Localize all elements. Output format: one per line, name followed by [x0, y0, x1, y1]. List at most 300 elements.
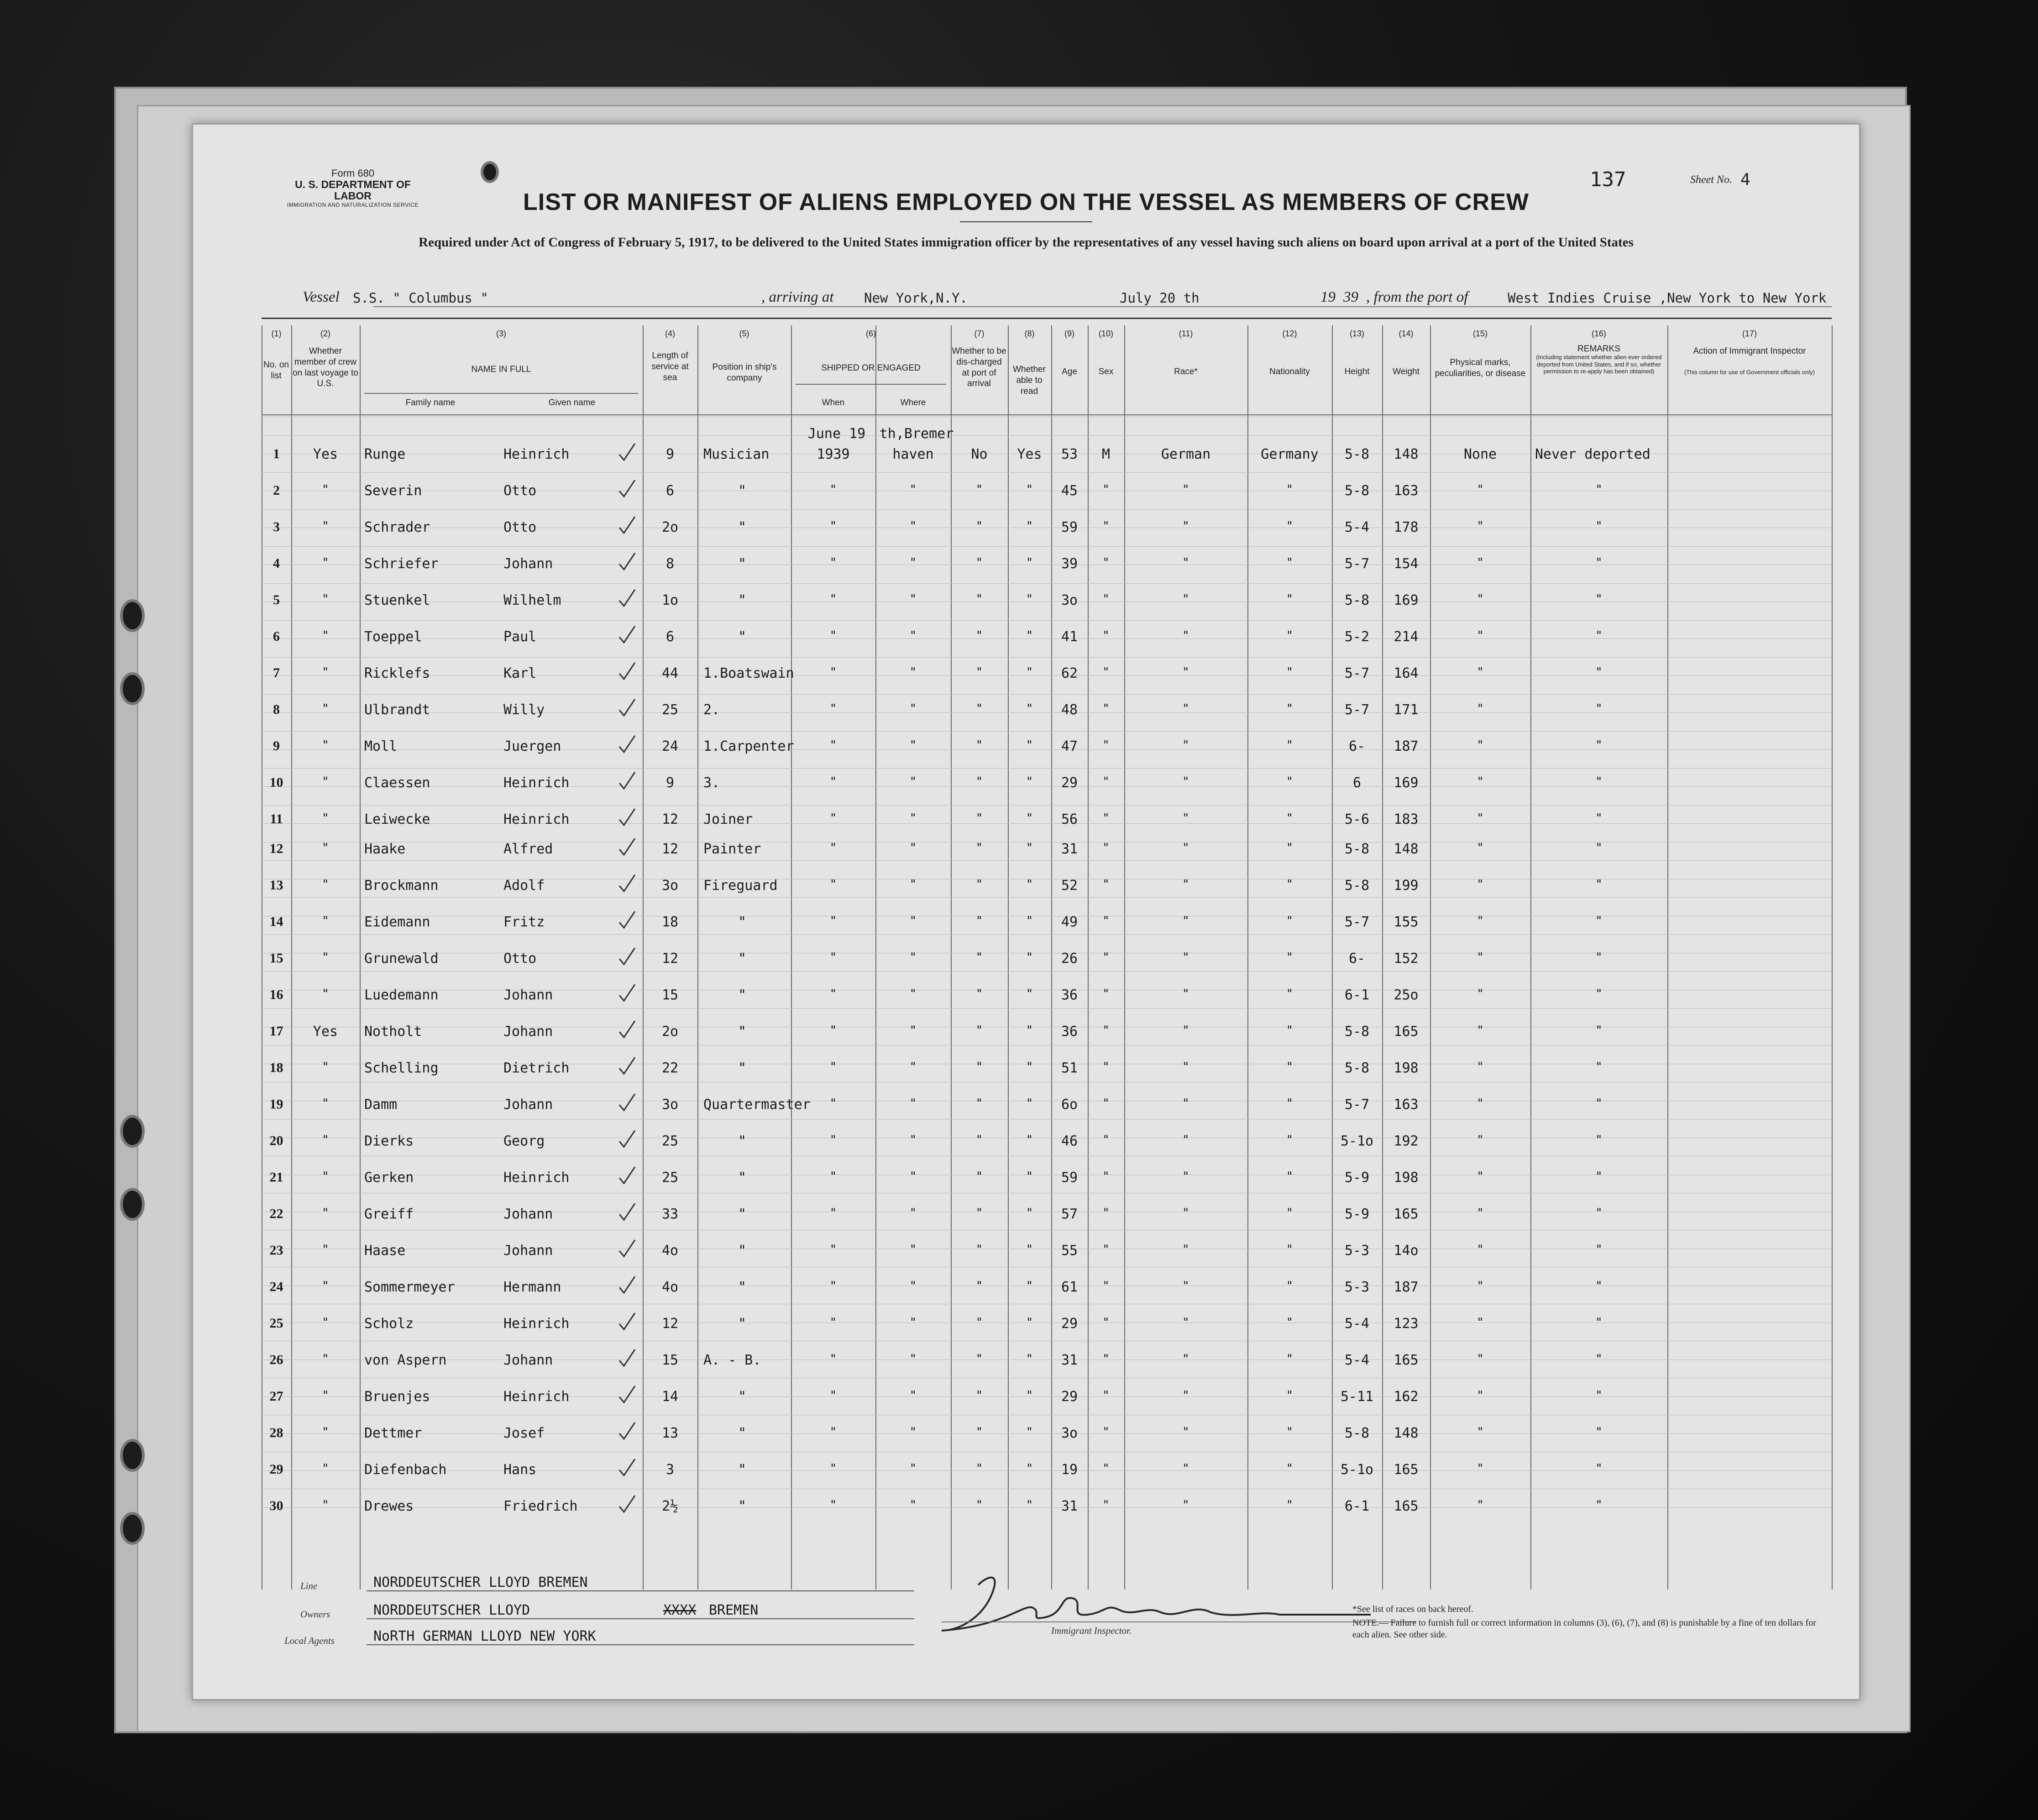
table-cell: "	[1477, 841, 1484, 855]
table-cell: Leiwecke	[364, 811, 430, 827]
table-cell: 3o	[661, 878, 679, 894]
table-cell: "	[1286, 1206, 1294, 1220]
column-number: (3)	[496, 329, 506, 338]
table-cell: 187	[1394, 1279, 1419, 1295]
table-cell: 16	[269, 987, 283, 1002]
table-cell: "	[1595, 1279, 1603, 1293]
table-cell: 5-3	[1344, 1279, 1370, 1295]
table-cell: "	[738, 1279, 747, 1295]
table-cell: "	[1286, 1462, 1294, 1475]
arrival-port: New York,N.Y.	[864, 290, 968, 306]
column-number: (14)	[1399, 329, 1414, 338]
table-cell: Hermann	[503, 1279, 561, 1295]
check-mark-icon	[618, 1056, 636, 1076]
table-cell: "	[1477, 738, 1484, 752]
form-number: Form 680	[331, 167, 375, 179]
table-cell: 44	[661, 665, 679, 681]
table-cell: "	[975, 556, 983, 570]
table-cell: 1.Carpenter	[703, 738, 794, 754]
table-cell: 29	[1061, 1316, 1078, 1332]
table-cell: 5-7	[1344, 556, 1370, 572]
table-cell: "	[909, 556, 917, 570]
table-cell: "	[738, 1060, 747, 1076]
agents-underline	[367, 1644, 914, 1645]
column-number: (15)	[1472, 329, 1488, 338]
table-cell: 33	[661, 1206, 679, 1222]
table-cell: Dierks	[364, 1133, 414, 1149]
table-cell: "	[1102, 951, 1110, 964]
table-cell: 6-	[1348, 951, 1366, 967]
table-cell: "	[1026, 1243, 1033, 1256]
table-cell: "	[1286, 665, 1294, 679]
table-cell: 5-8	[1344, 483, 1370, 499]
owners-struck: XXXX	[663, 1602, 697, 1618]
table-cell: 19	[1061, 1462, 1078, 1478]
table-cell: M	[1101, 446, 1111, 462]
table-cell: "	[975, 1279, 983, 1293]
table-cell: "	[909, 914, 917, 928]
table-cell: "	[909, 1316, 917, 1329]
table-cell: "	[1286, 1316, 1294, 1329]
table-cell: "	[1595, 519, 1603, 533]
table-cell: "	[829, 1243, 837, 1256]
table-cell: 6	[273, 629, 280, 644]
table-cell: "	[322, 1425, 329, 1439]
table-cell: 6	[665, 483, 675, 499]
table-cell: "	[1026, 987, 1033, 1001]
table-cell: 5-8	[1344, 878, 1370, 894]
table-cell: "	[1477, 1243, 1484, 1256]
table-cell: 31	[1061, 841, 1078, 857]
table-cell: "	[322, 483, 329, 497]
title-rule	[960, 221, 1092, 222]
table-cell: "	[909, 775, 917, 789]
check-mark-icon	[618, 1202, 636, 1222]
table-cell: 12	[269, 841, 283, 856]
table-cell: Paul	[503, 629, 537, 645]
table-cell: Haake	[364, 841, 406, 857]
table-cell: Moll	[364, 738, 398, 754]
table-cell: "	[322, 1389, 329, 1402]
table-cell: 3o	[1061, 592, 1078, 608]
table-cell: "	[975, 1170, 983, 1183]
table-cell: "	[975, 1243, 983, 1256]
table-cell: "	[1477, 519, 1484, 533]
check-mark-icon	[618, 661, 636, 681]
year-prefix: 19	[1320, 289, 1336, 305]
table-cell: 18	[661, 914, 679, 930]
table-cell: "	[1182, 1316, 1189, 1329]
table-cell: "	[975, 1206, 983, 1220]
table-cell: "	[829, 841, 837, 855]
table-cell: "	[1286, 1498, 1294, 1512]
table-cell: "	[738, 987, 747, 1003]
table-cell: 162	[1394, 1389, 1419, 1405]
table-cell: "	[322, 1097, 329, 1110]
table-cell: "	[1286, 1097, 1294, 1110]
table-cell: "	[1102, 1279, 1110, 1293]
table-cell: "	[975, 483, 983, 497]
table-cell: "	[1182, 1279, 1189, 1293]
table-cell: "	[1286, 1279, 1294, 1293]
table-cell: Heinrich	[503, 1316, 570, 1332]
table-cell: "	[1026, 592, 1033, 606]
table-cell: "	[1595, 1024, 1603, 1037]
table-cell: "	[1595, 775, 1603, 789]
table-cell: 5-9	[1344, 1206, 1370, 1222]
sheet-number: 4	[1740, 170, 1750, 189]
table-cell: 7	[273, 665, 280, 680]
table-cell: "	[829, 1206, 837, 1220]
table-cell: 148	[1394, 446, 1419, 462]
table-cell: "	[1102, 1206, 1110, 1220]
table-cell: "	[975, 592, 983, 606]
table-cell: "	[909, 987, 917, 1001]
table-cell: "	[829, 878, 837, 891]
table-cell: "	[1595, 987, 1603, 1001]
table-cell: "	[1595, 811, 1603, 825]
page-subtitle: Required under Act of Congress of February 5, 1917, to be delivered to the United States immigration officer by the representatives of any vessel having such aliens on board upon arrival at a port of the United States	[419, 235, 1634, 250]
table-cell: "	[1182, 1462, 1189, 1475]
column-number: (13)	[1349, 329, 1364, 338]
table-cell: 31	[1061, 1352, 1078, 1368]
table-cell: Dietrich	[503, 1060, 570, 1076]
table-cell: 169	[1394, 592, 1419, 608]
table-cell: "	[1595, 1389, 1603, 1402]
table-cell: Juergen	[503, 738, 561, 754]
table-cell: Notholt	[364, 1024, 422, 1040]
table-cell: "	[1286, 592, 1294, 606]
table-cell: 5-7	[1344, 914, 1370, 930]
table-cell: 13	[269, 878, 283, 893]
table-cell: "	[975, 1352, 983, 1366]
line-label: Line	[300, 1580, 318, 1591]
table-cell: "	[1286, 1243, 1294, 1256]
table-cell: "	[1102, 738, 1110, 752]
table-cell: 12	[661, 951, 679, 967]
punch-hole-icon	[481, 161, 499, 183]
table-cell: "	[1102, 914, 1110, 928]
table-cell: "	[738, 519, 747, 535]
table-cell: "	[738, 629, 747, 645]
table-cell: "	[1026, 629, 1033, 643]
table-cell: "	[1286, 951, 1294, 964]
owners-underline	[367, 1618, 914, 1619]
table-cell: "	[1026, 702, 1033, 716]
table-cell: 4	[273, 556, 280, 571]
table-cell: "	[909, 878, 917, 891]
table-cell: "	[322, 738, 329, 752]
table-cell: Greiff	[364, 1206, 414, 1222]
table-cell: A. - B.	[703, 1352, 761, 1368]
agents-label: Local Agents	[284, 1635, 335, 1646]
table-cell: 15	[269, 951, 283, 966]
table-cell: 5-8	[1344, 1425, 1370, 1441]
header-bottom-rule	[262, 414, 1832, 415]
check-mark-icon	[618, 1092, 636, 1112]
table-cell: 3.	[703, 775, 720, 791]
table-cell: "	[1477, 1316, 1484, 1329]
table-cell: 46	[1061, 1133, 1078, 1149]
header-sub-rule	[364, 393, 638, 394]
check-mark-icon	[618, 442, 636, 462]
table-cell: "	[1595, 1425, 1603, 1439]
table-cell: "	[1102, 702, 1110, 716]
table-cell: "	[1286, 702, 1294, 716]
table-cell: "	[1026, 483, 1033, 497]
table-cell: 2	[273, 483, 280, 498]
table-cell: Severin	[364, 483, 422, 499]
table-cell: Heinrich	[503, 811, 570, 827]
table-cell: "	[975, 951, 983, 964]
table-cell: "	[322, 1060, 329, 1074]
table-cell: "	[909, 1060, 917, 1074]
table-cell: 152	[1394, 951, 1419, 967]
table-cell: Friedrich	[503, 1498, 578, 1514]
table-cell: "	[1286, 811, 1294, 825]
table-cell: "	[1102, 1462, 1110, 1475]
table-cell: 55	[1061, 1243, 1078, 1259]
table-cell: "	[322, 1316, 329, 1329]
table-cell: "	[1182, 629, 1189, 643]
table-cell: "	[1286, 738, 1294, 752]
binder-hole-icon	[120, 599, 145, 632]
table-cell: "	[1477, 1097, 1484, 1110]
table-cell: 171	[1394, 702, 1419, 718]
table-cell: 36	[1061, 1024, 1078, 1040]
column-number: (17)	[1742, 329, 1757, 338]
table-cell: Johann	[503, 1206, 553, 1222]
table-cell: "	[1595, 1316, 1603, 1329]
check-mark-icon	[618, 983, 636, 1003]
service-name: IMMIGRATION AND NATURALIZATION SERVICE	[287, 201, 419, 208]
table-cell: 12	[661, 811, 679, 827]
table-cell: 5-8	[1344, 1060, 1370, 1076]
table-cell: 27	[269, 1389, 283, 1404]
check-mark-icon	[618, 1494, 636, 1514]
table-cell: "	[1102, 811, 1110, 825]
table-cell: 5-4	[1344, 1352, 1370, 1368]
check-mark-icon	[618, 1421, 636, 1441]
table-cell: 26	[269, 1352, 283, 1367]
table-cell: 4o	[661, 1279, 679, 1295]
table-cell: 192	[1394, 1133, 1419, 1149]
table-cell: "	[829, 811, 837, 825]
table-cell: 165	[1394, 1024, 1419, 1040]
table-cell: "	[829, 1462, 837, 1475]
table-cell: 5	[273, 592, 280, 607]
table-cell: "	[909, 702, 917, 716]
table-cell: "	[829, 629, 837, 643]
table-cell: "	[738, 1206, 747, 1222]
table-cell: "	[322, 1206, 329, 1220]
table-cell: "	[909, 1352, 917, 1366]
table-cell: 29	[1061, 1389, 1078, 1405]
table-cell: "	[1595, 1097, 1603, 1110]
table-cell: "	[829, 1097, 837, 1110]
table-cell: "	[1102, 1170, 1110, 1183]
table-cell: "	[1477, 1462, 1484, 1475]
table-cell: "	[1102, 519, 1110, 533]
table-cell: "	[909, 951, 917, 964]
ruled-line	[262, 472, 1832, 473]
binder-hole-icon	[120, 1115, 145, 1148]
table-cell: "	[1102, 841, 1110, 855]
table-cell: "	[1102, 1352, 1110, 1366]
table-cell: Never deported	[1535, 446, 1650, 462]
table-cell: "	[1026, 878, 1033, 891]
table-cell: "	[829, 1498, 837, 1512]
vessel-underline	[373, 306, 910, 307]
ruled-line	[262, 1008, 1832, 1009]
table-cell: "	[1182, 1389, 1189, 1402]
table-cell: 165	[1394, 1206, 1419, 1222]
table-cell: "	[1286, 914, 1294, 928]
table-cell: "	[738, 1389, 747, 1405]
binder-hole-icon	[120, 1512, 145, 1545]
table-cell: "	[909, 1133, 917, 1147]
table-cell: "	[1026, 1352, 1033, 1366]
table-cell: "	[829, 951, 837, 964]
table-cell: "	[1477, 1060, 1484, 1074]
table-cell: "	[1477, 811, 1484, 825]
table-cell: "	[738, 1243, 747, 1259]
table-cell: Fireguard	[703, 878, 778, 894]
table-cell: "	[1026, 1097, 1033, 1110]
table-cell: 29	[1061, 775, 1078, 791]
table-cell: Otto	[503, 519, 537, 535]
table-cell: 15	[661, 987, 679, 1003]
table-cell: "	[1595, 738, 1603, 752]
ruled-line	[262, 546, 1832, 547]
table-cell: "	[1102, 629, 1110, 643]
table-cell: "	[1595, 629, 1603, 643]
table-cell: 49	[1061, 914, 1078, 930]
table-cell: "	[975, 1316, 983, 1329]
table-cell: 59	[1061, 1170, 1078, 1186]
table-cell: "	[829, 556, 837, 570]
column-header: Action of Immigrant Inspector	[1693, 346, 1806, 356]
table-cell: 6-1	[1344, 1498, 1370, 1514]
table-cell: "	[738, 914, 747, 930]
owners-label: Owners	[300, 1609, 330, 1620]
table-cell: "	[1477, 1498, 1484, 1512]
ruled-line	[262, 583, 1832, 584]
table-cell: 5-7	[1344, 1097, 1370, 1113]
table-cell: "	[322, 1279, 329, 1293]
table-cell: 3o	[1061, 1425, 1078, 1441]
table-cell: "	[738, 951, 747, 967]
binder-hole-icon	[120, 672, 145, 705]
table-cell: 3o	[661, 1097, 679, 1113]
table-cell: 5-4	[1344, 519, 1370, 535]
ruled-line	[262, 768, 1832, 769]
table-cell: June 19	[807, 426, 866, 442]
table-cell: Claessen	[364, 775, 430, 791]
column-header: Position in ship's company	[712, 362, 777, 383]
table-cell: "	[909, 1498, 917, 1512]
table-cell: 1	[273, 446, 280, 461]
table-cell: "	[738, 592, 747, 608]
table-cell: "	[1026, 738, 1033, 752]
table-cell: "	[829, 914, 837, 928]
column-number: (10)	[1098, 329, 1113, 338]
table-cell: "	[1286, 1133, 1294, 1147]
table-cell: Stuenkel	[364, 592, 430, 608]
table-cell: "	[829, 1170, 837, 1183]
column-rule	[1667, 325, 1668, 1590]
table-cell: 169	[1394, 775, 1419, 791]
ruled-line	[262, 620, 1832, 621]
table-cell: "	[975, 1425, 983, 1439]
table-cell: "	[975, 1097, 983, 1110]
table-cell: "	[1477, 987, 1484, 1001]
check-mark-icon	[618, 807, 636, 827]
table-cell: "	[1182, 665, 1189, 679]
table-cell: "	[975, 702, 983, 716]
table-cell: Otto	[503, 951, 537, 967]
table-cell: "	[738, 1170, 747, 1186]
table-cell: "	[1286, 1170, 1294, 1183]
table-cell: 41	[1061, 629, 1078, 645]
table-cell: Haase	[364, 1243, 406, 1259]
table-cell: von Aspern	[364, 1352, 447, 1368]
table-cell: Wilhelm	[503, 592, 561, 608]
column-header: Whether member of crew on last voyage to U.S.	[293, 346, 358, 389]
table-cell: 155	[1394, 914, 1419, 930]
table-cell: "	[1182, 914, 1189, 928]
table-cell: Germany	[1261, 446, 1319, 462]
table-cell: "	[1026, 1498, 1033, 1512]
table-cell: Ulbrandt	[364, 702, 430, 718]
ruled-line	[262, 860, 1832, 861]
table-cell: "	[738, 1133, 747, 1149]
column-header: NAME IN FULL	[471, 365, 531, 374]
table-cell: "	[1595, 1133, 1603, 1147]
column-rule	[360, 325, 361, 1590]
check-mark-icon	[618, 734, 636, 754]
check-mark-icon	[618, 837, 636, 857]
table-cell: "	[1026, 951, 1033, 964]
table-cell: "	[975, 841, 983, 855]
table-cell: "	[1477, 951, 1484, 964]
table-cell: "	[909, 841, 917, 855]
table-cell: "	[1102, 1389, 1110, 1402]
table-cell: "	[1286, 878, 1294, 891]
table-cell: "	[909, 811, 917, 825]
table-cell: "	[738, 483, 747, 499]
table-cell: "	[1182, 1425, 1189, 1439]
table-cell: "	[909, 1243, 917, 1256]
table-cell: "	[975, 629, 983, 643]
table-cell: "	[1286, 841, 1294, 855]
check-mark-icon	[618, 551, 636, 571]
table-cell: "	[909, 629, 917, 643]
table-cell: "	[909, 1097, 917, 1110]
table-cell: 5-4	[1344, 1316, 1370, 1332]
table-cell: 47	[1061, 738, 1078, 754]
table-cell: "	[975, 811, 983, 825]
manifest-page	[192, 123, 1860, 1700]
table-cell: "	[1477, 1389, 1484, 1402]
inspector-signature-icon	[914, 1567, 1371, 1644]
table-cell: "	[1026, 1024, 1033, 1037]
table-cell: 163	[1394, 1097, 1419, 1113]
table-cell: "	[322, 592, 329, 606]
table-cell: "	[909, 665, 917, 679]
check-mark-icon	[618, 1311, 636, 1331]
page-title: LIST OR MANIFEST OF ALIENS EMPLOYED ON THE VESSEL AS MEMBERS OF CREW	[523, 189, 1529, 215]
